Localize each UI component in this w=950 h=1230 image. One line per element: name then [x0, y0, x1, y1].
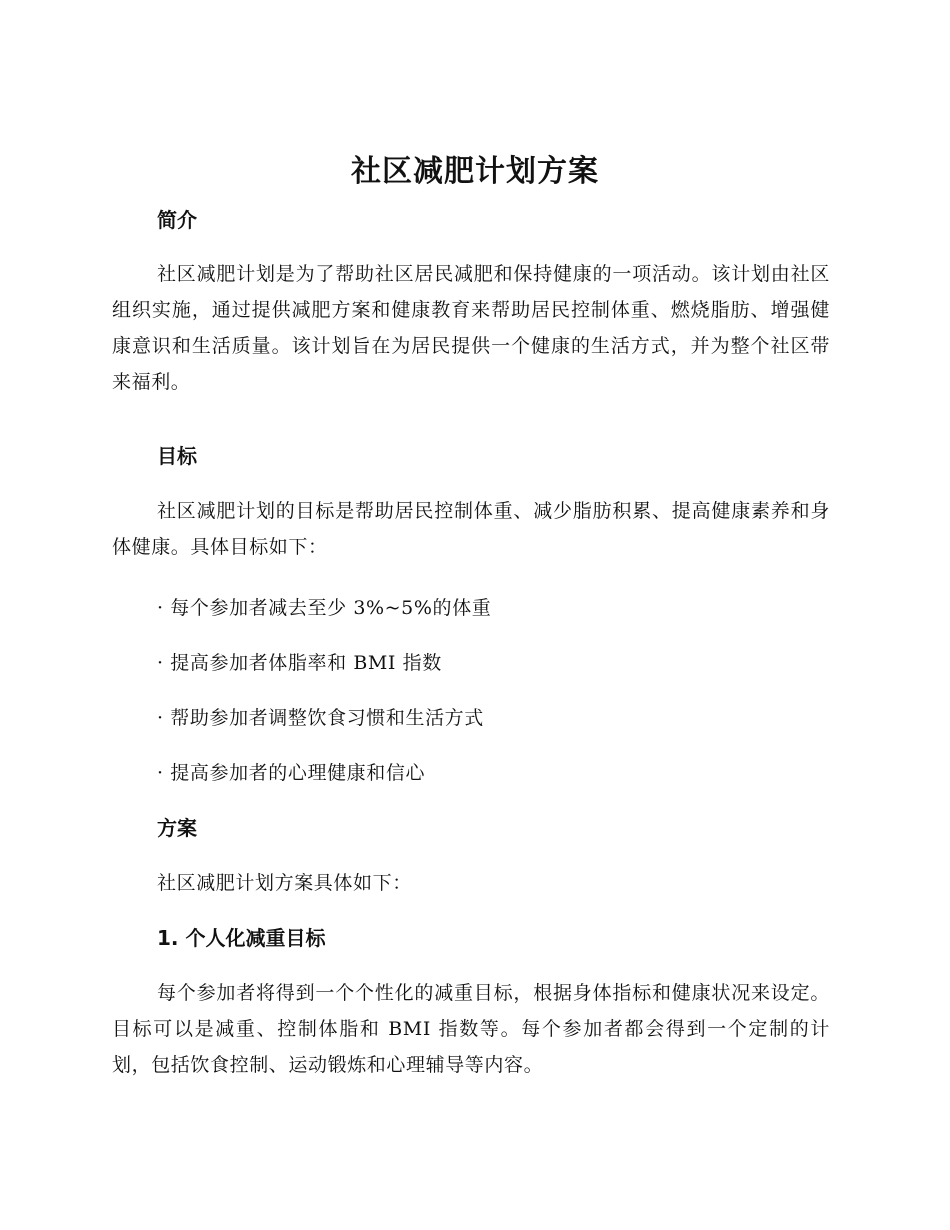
goal-bullet-3: · 帮助参加者调整饮食习惯和生活方式 — [157, 707, 484, 729]
subsection-1-paragraph: 每个参加者将得到一个个性化的减重目标，根据身体指标和健康状况来设定。目标可以是减重、控制体脂和 BMI 指数等。每个参加者都会得到一个定制的计划，包括饮食控制、运动锻炼和心理辅导等内容。 — [112, 982, 830, 1076]
goals-paragraph: 社区减肥计划的目标是帮助居民控制体重、减少脂肪积累、提高健康素养和身体健康。具体目标如下： — [112, 500, 830, 558]
goal-bullet-1: · 每个参加者减去至少 3%~5%的体重 — [157, 597, 492, 619]
section-heading-intro: 简介 — [157, 208, 197, 232]
subsection-heading-1: 1. 个人化减重目标 — [157, 926, 326, 950]
section-heading-goals: 目标 — [157, 444, 197, 468]
document-title: 社区减肥计划方案 — [351, 154, 599, 189]
goal-bullet-4: · 提高参加者的心理健康和信心 — [157, 762, 426, 784]
plan-intro-text: 社区减肥计划方案具体如下： — [157, 872, 412, 894]
section-heading-plan: 方案 — [157, 816, 197, 840]
goal-bullet-2: · 提高参加者体脂率和 BMI 指数 — [157, 652, 442, 674]
intro-paragraph: 社区减肥计划是为了帮助社区居民减肥和保持健康的一项活动。该计划由社区组织实施，通过提供减肥方案和健康教育来帮助居民控制体重、燃烧脂肪、增强健康意识和生活质量。该计划旨在为居民提供一个健康的生活方式，并为整个社区带来福利。 — [112, 263, 830, 393]
